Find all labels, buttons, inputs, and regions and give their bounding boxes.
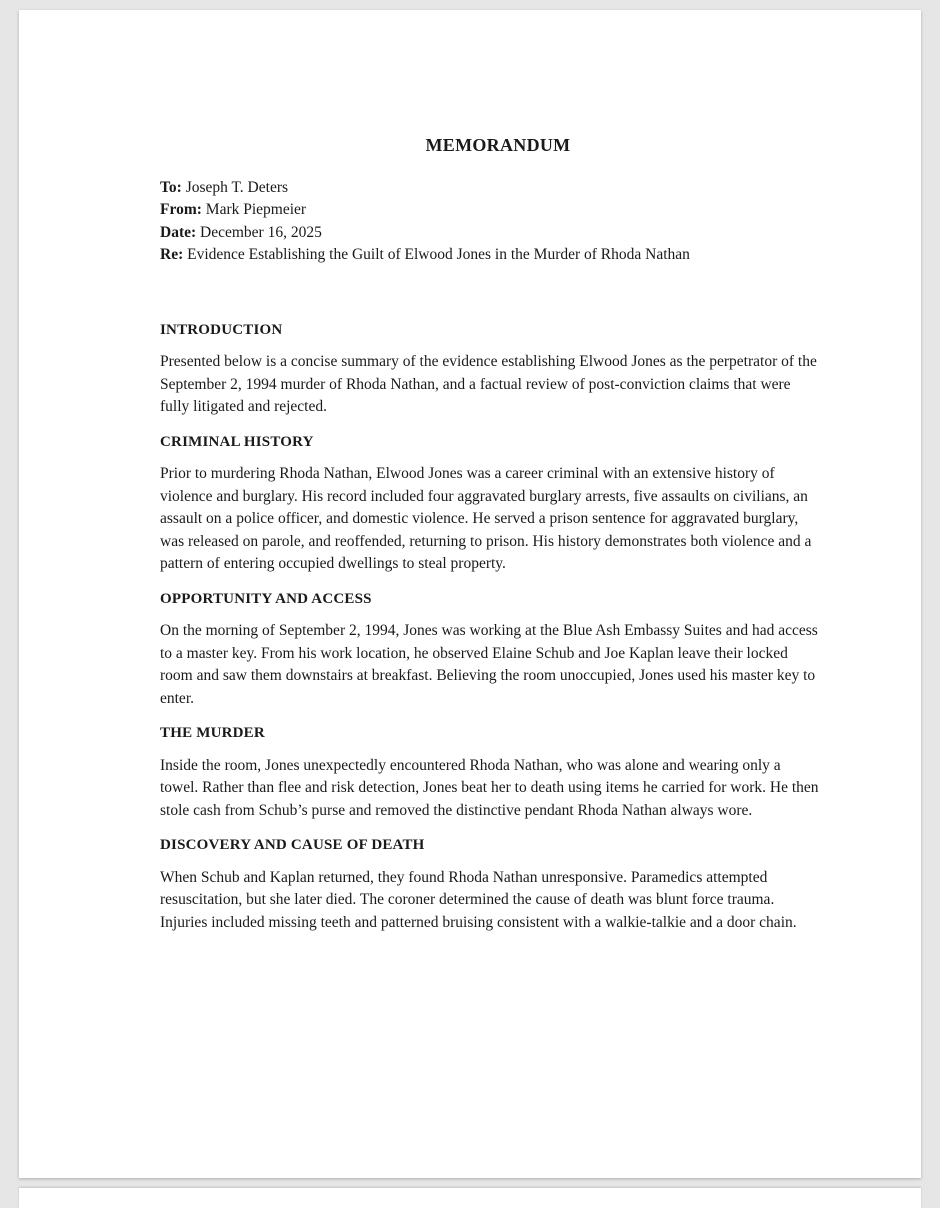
- date-value: December 16, 2025: [200, 223, 322, 241]
- section-introduction: [160, 319, 820, 419]
- to-label: To:: [160, 178, 182, 196]
- re-value: Evidence Establishing the Guilt of Elwood Jones in the Murder of Rhoda Nathan: [187, 246, 690, 263]
- memo-re-line: [160, 244, 820, 267]
- section-paragraph: Presented below is a concise summary of the evidence establishing Elwood Jones as the perpetrator of the September 2, 1994 murder of Rhoda Nathan, and a factual review of post-conviction claims that were fully litigated and rejected.: [160, 353, 817, 415]
- from-label: From:: [160, 201, 202, 218]
- section-heading: CRIMINAL HISTORY: [160, 433, 314, 450]
- section-opportunity-and-access: [160, 588, 820, 711]
- section-criminal-history: [160, 431, 820, 576]
- from-value: Mark Piepmeier: [205, 201, 307, 218]
- section-discovery-and-cause-of-death: [160, 834, 820, 934]
- memo-from-line: [160, 199, 820, 222]
- section-paragraph: On the morning of September 2, 1994, Jones was working at the Blue Ash Embassy Suites and had access to a master key. From his work location, he observed Elaine Schub and Joe Kaplan leave their locked room and saw them downstairs at breakfast. Believing the room unoccupied, Jones used his master key to enter.: [160, 622, 818, 707]
- memo-to-line: [160, 177, 820, 200]
- re-label: Re:: [160, 246, 184, 263]
- section-heading: OPPORTUNITY AND ACCESS: [160, 590, 372, 607]
- document-page: [19, 10, 921, 1178]
- next-page-edge: [19, 1188, 921, 1208]
- memo-header-block: [160, 177, 820, 267]
- memo-date-line: [160, 222, 820, 245]
- section-paragraph: Prior to murdering Rhoda Nathan, Elwood Jones was a career criminal with an extensive history of violence and burglary. His record included four aggravated burglary arrests, five assaults on civilians, an assault on a police officer, and domestic violence. He served a prison sentence for aggravated burglary, was released on parole, and reoffended, returning to prison. His history demonstrates both violence and a pattern of entering occupied dwellings to steal property.: [160, 465, 812, 572]
- to-value: Joseph T. Deters: [185, 178, 289, 196]
- date-label: Date:: [160, 223, 197, 241]
- section-the-murder: [160, 722, 820, 822]
- section-heading: INTRODUCTION: [160, 321, 283, 338]
- memo-title: MEMORANDUM: [425, 135, 571, 155]
- section-paragraph: Inside the room, Jones unexpectedly encountered Rhoda Nathan, who was alone and wearing only a towel. Rather than flee and risk detection, Jones beat her to death using items he carried for work. He then stole cash from Schub’s purse and removed the distinctive pendant Rhoda Nathan always wore.: [160, 756, 819, 819]
- section-heading: DISCOVERY AND CAUSE OF DEATH: [160, 837, 425, 853]
- section-heading: THE MURDER: [160, 725, 265, 741]
- section-paragraph: When Schub and Kaplan returned, they found Rhoda Nathan unresponsive. Paramedics attempted resuscitation, but she later died. The coroner determined the cause of death was blunt force trauma. Injuries included missing teeth and patterned bruising consistent with a walkie-talkie and a door chain.: [160, 868, 797, 931]
- memo-body: [160, 134, 820, 946]
